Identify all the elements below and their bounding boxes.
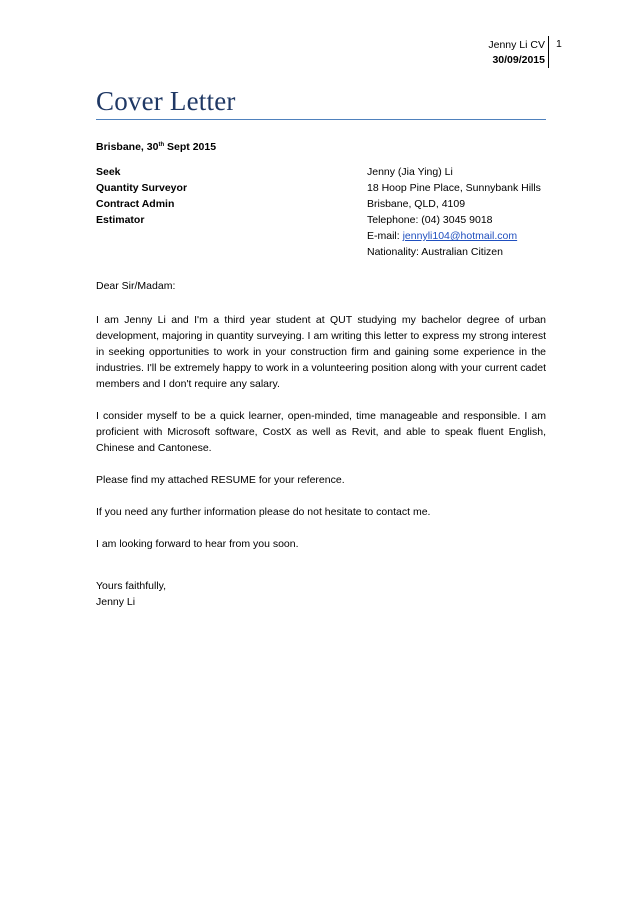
page-header <box>488 38 545 68</box>
recipient-block <box>96 164 187 228</box>
sender-phone: Telephone: (04) 3045 9018 <box>367 214 493 226</box>
signature: Jenny Li <box>96 596 136 608</box>
sender-name: Jenny (Jia Ying) Li <box>367 166 453 178</box>
recipient-line: Contract Admin <box>96 198 175 210</box>
sender-nationality: Nationality: Australian Citizen <box>367 246 503 258</box>
sender-address2: Brisbane, QLD, 4109 <box>367 198 466 210</box>
body-paragraph: I am Jenny Li and I'm a third year student at QUT studying my bachelor degree of urban development, majoring in quantity surveying. I am writing this letter to express my strong interest in seeking opportunities to work in your construction firm and gaining some experience in the industries. I'll be extremely happy to work in a volunteering position along with your current cadet members and I don't require any salary. <box>96 314 546 390</box>
letter-date <box>96 137 216 155</box>
recipient-line: Seek <box>96 166 121 178</box>
letter-body <box>96 278 546 626</box>
recipient-line: Quantity Surveyor <box>96 182 188 194</box>
date-rest: Sept 2015 <box>164 141 217 153</box>
body-paragraph: Please find my attached RESUME for your reference. <box>96 474 345 486</box>
body-paragraph: If you need any further information please do not hesitate to contact me. <box>96 506 431 518</box>
closing: Yours faithfully, <box>96 580 167 592</box>
page-number: 1 <box>556 38 562 50</box>
sender-block <box>367 164 541 260</box>
header-date: 30/09/2015 <box>492 54 545 66</box>
date-suffix: th <box>158 142 165 148</box>
date-prefix: Brisbane, 30 <box>96 141 159 153</box>
header-divider <box>548 36 549 68</box>
email-link[interactable]: jennyli104@hotmail.com <box>402 230 518 242</box>
body-paragraph: I am looking forward to hear from you soon. <box>96 538 299 550</box>
header-name: Jenny Li CV <box>488 39 545 51</box>
document-title: Cover Letter <box>96 86 236 116</box>
title-underline <box>96 119 546 120</box>
recipient-line: Estimator <box>96 214 145 226</box>
body-paragraph: I consider myself to be a quick learner, open-minded, time manageable and responsible. I am proficient with Microsoft software, CostX as well as Revit, and able to speak fluent English, Chinese and Cantonese. <box>96 410 546 454</box>
email-label: E-mail: <box>367 230 403 242</box>
sender-address1: 18 Hoop Pine Place, Sunnybank Hills <box>367 182 541 194</box>
salutation: Dear Sir/Madam: <box>96 280 176 292</box>
sender-email-line <box>367 228 541 244</box>
